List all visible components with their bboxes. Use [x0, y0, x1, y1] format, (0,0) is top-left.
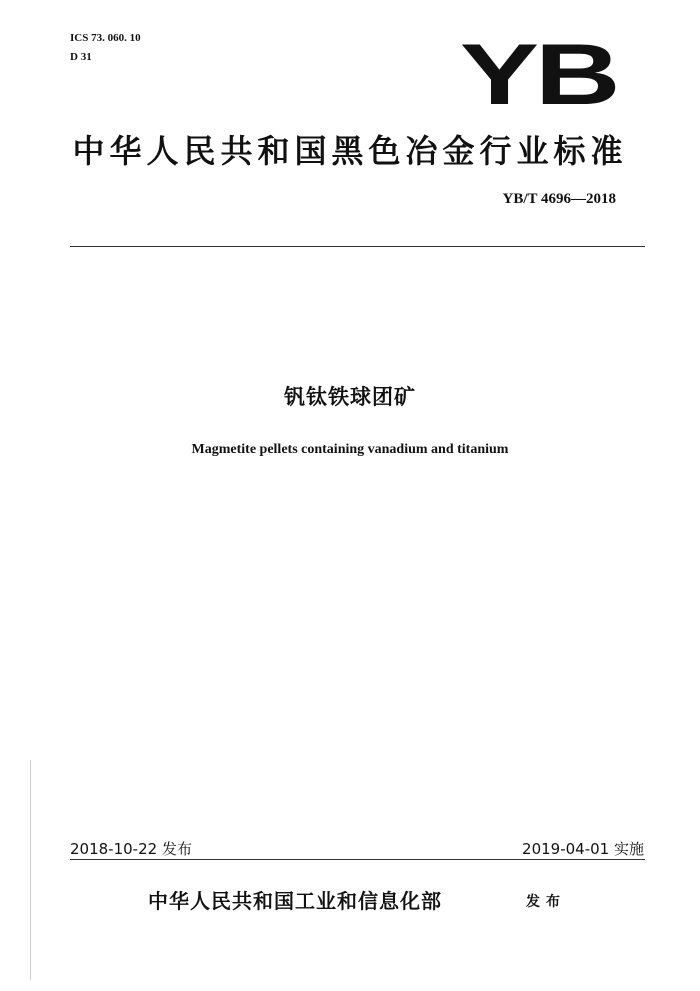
standard-number: YB/T 4696—2018 [502, 191, 616, 207]
issuer-action: 发布 [526, 894, 566, 910]
header-divider [70, 246, 645, 247]
document-title-cn: 钒钛铁球团矿 [284, 385, 416, 409]
ics-code: ICS 73. 060. 10 [70, 32, 141, 44]
implementation-date: 2019-04-01 实施 [522, 840, 644, 858]
issue-date: 2018-10-22 发布 [70, 840, 192, 858]
standard-category-title: 中华人民共和国黑色冶金行业标准 [72, 132, 628, 170]
classification-code: D 31 [70, 51, 92, 63]
issuing-authority: 中华人民共和国工业和信息化部 [148, 889, 442, 913]
footer-divider [70, 859, 645, 860]
scan-margin-line [30, 760, 31, 980]
yb-logo: YB [459, 27, 616, 123]
document-title-en: Magmetite pellets containing vanadium and titanium [191, 442, 509, 457]
